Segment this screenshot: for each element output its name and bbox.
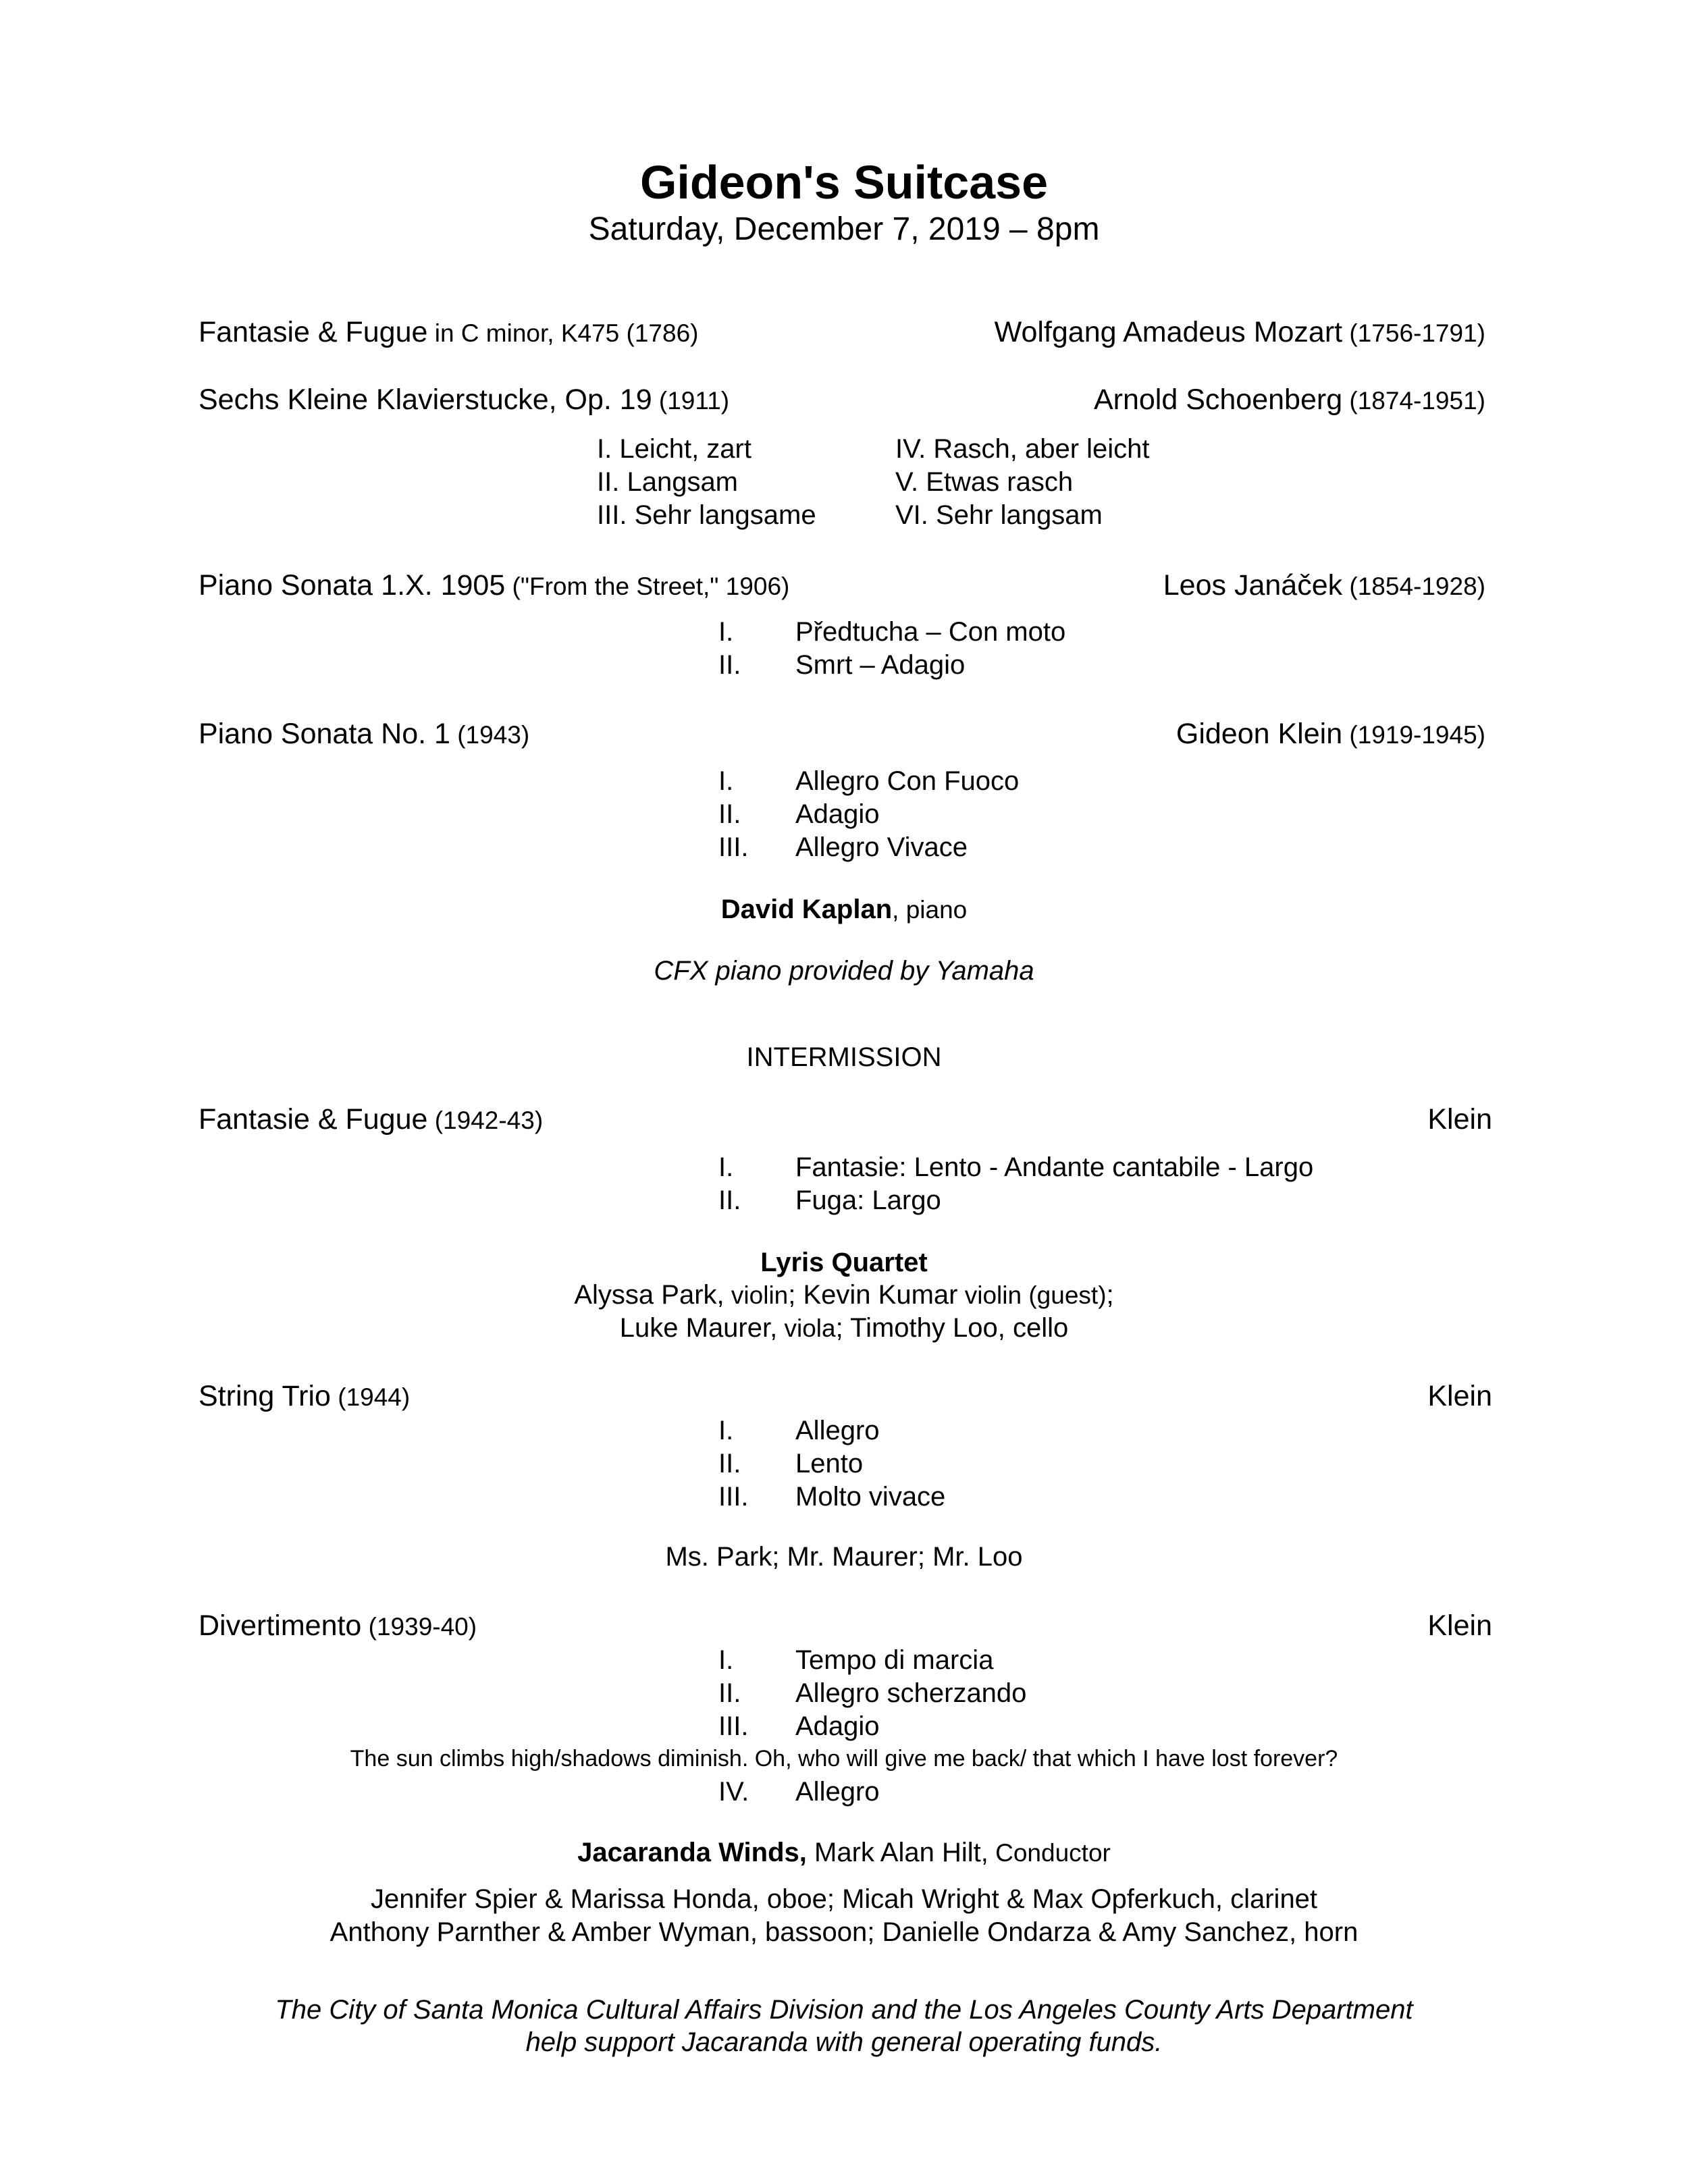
composer-klein-fantasie: Klein	[1427, 1103, 1492, 1136]
movement-item: II. Langsam	[597, 467, 739, 497]
page-title: Gideon's Suitcase	[639, 156, 1049, 209]
movement-item: III. Sehr langsame	[597, 500, 816, 530]
movement-name: Smrt – Adagio	[795, 650, 966, 680]
movement-number: II.	[718, 1678, 741, 1708]
work-title-klein-sonata: Piano Sonata No. 1 (1943)	[199, 718, 530, 750]
work-title-janacek: Piano Sonata 1.X. 1905 ("From the Street," 1906)	[199, 569, 790, 602]
movement-name: Fuga: Largo	[795, 1186, 941, 1215]
winds-ensemble: Jacaranda Winds, Mark Alan Hilt, Conductor	[577, 1838, 1111, 1867]
movement-name: Molto vivace	[795, 1482, 946, 1512]
movement-number: I.	[718, 617, 734, 647]
poem-line: The sun climbs high/shadows diminish. Oh, who will give me back/ that which I have lost forever?	[350, 1746, 1338, 1772]
work-title-mozart: Fantasie & Fugue in C minor, K475 (1786)	[199, 316, 699, 348]
movement-item: VI. Sehr langsam	[895, 500, 1103, 530]
work-title-klein-fantasie: Fantasie & Fugue (1942-43)	[199, 1103, 544, 1136]
piano-performer: David Kaplan, piano	[720, 895, 968, 924]
movement-number: I.	[718, 1416, 734, 1445]
composer-schoenberg: Arnold Schoenberg (1874-1951)	[1093, 383, 1485, 416]
movement-number: III.	[718, 1482, 749, 1512]
funding-note-line1: The City of Santa Monica Cultural Affairs Division and the Los Angeles County Arts Department	[275, 1995, 1413, 2025]
movement-number: II.	[718, 650, 741, 680]
movement-name: Adagio	[795, 799, 880, 829]
movement-name: Allegro	[795, 1416, 880, 1445]
movement-number: I.	[718, 1645, 734, 1675]
movement-number: II.	[718, 1186, 741, 1215]
movement-number: III.	[718, 1711, 749, 1741]
composer-klein-sonata: Gideon Klein (1919-1945)	[1176, 718, 1485, 750]
movement-name: Lento	[795, 1449, 864, 1479]
movement-name: Allegro	[795, 1777, 880, 1807]
funding-note-line2: help support Jacaranda with general operating funds.	[525, 2027, 1163, 2057]
concert-date: Saturday, December 7, 2019 – 8pm	[588, 211, 1100, 247]
winds-members-line2: Anthony Parnther & Amber Wyman, bassoon; Danielle Ondarza & Amy Sanchez, horn	[329, 1917, 1359, 1947]
movement-name: Tempo di marcia	[795, 1645, 994, 1675]
composer-klein-trio: Klein	[1427, 1380, 1492, 1412]
quartet-members-line1: Alyssa Park, violin; Kevin Kumar violin (guest);	[574, 1280, 1114, 1310]
movement-number: II.	[718, 1449, 741, 1479]
movement-name: Předtucha – Con moto	[795, 617, 1066, 647]
quartet-members-line2: Luke Maurer, viola; Timothy Loo, cello	[619, 1313, 1069, 1343]
movement-number: II.	[718, 799, 741, 829]
movement-item: V. Etwas rasch	[895, 467, 1074, 497]
intermission-label: INTERMISSION	[746, 1042, 942, 1072]
movement-number: I.	[718, 766, 734, 796]
work-title-schoenberg: Sechs Kleine Klavierstucke, Op. 19 (1911)	[199, 383, 730, 416]
movement-name: Allegro scherzando	[795, 1678, 1027, 1708]
movement-name: Allegro Con Fuoco	[795, 766, 1020, 796]
movement-name: Allegro Vivace	[795, 832, 968, 862]
movement-name: Fantasie: Lento - Andante cantabile - Largo	[795, 1152, 1314, 1182]
movement-number: III.	[718, 832, 749, 862]
composer-mozart: Wolfgang Amadeus Mozart (1756-1791)	[994, 316, 1485, 348]
movement-item: I. Leicht, zart	[597, 434, 751, 464]
trio-performers: Ms. Park; Mr. Maurer; Mr. Loo	[665, 1542, 1023, 1572]
composer-janacek: Leos Janáček (1854-1928)	[1163, 569, 1485, 602]
movement-number: I.	[718, 1152, 734, 1182]
work-title-klein-divertimento: Divertimento (1939-40)	[199, 1609, 477, 1642]
winds-members-line1: Jennifer Spier & Marissa Honda, oboe; Micah Wright & Max Opferkuch, clarinet	[370, 1884, 1318, 1914]
quartet-name: Lyris Quartet	[760, 1248, 928, 1277]
movement-name: Adagio	[795, 1711, 880, 1741]
yamaha-note: CFX piano provided by Yamaha	[654, 956, 1034, 986]
composer-klein-divertimento: Klein	[1427, 1609, 1492, 1642]
work-title-klein-trio: String Trio (1944)	[199, 1380, 411, 1412]
movement-number: IV.	[718, 1777, 749, 1807]
movement-item: IV. Rasch, aber leicht	[895, 434, 1150, 464]
